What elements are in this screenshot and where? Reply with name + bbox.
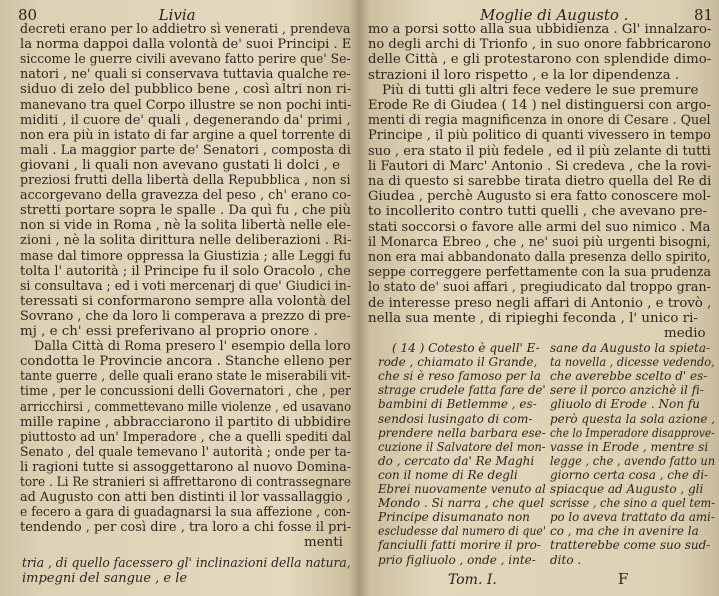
text-line: condotta le Provincie ancora . Stanche elleno per <box>20 354 352 370</box>
text-line: manevano tra quel Corpo illustre se non pochi inti- <box>20 97 352 113</box>
text-line: mille rapine , abbracciarono il partito di ubbidire <box>20 414 351 430</box>
footnote-line: Principe disumanato non <box>378 510 530 525</box>
footnote-line: però questa la sola azione , <box>550 411 716 426</box>
text-line: de interesse preso negli affari di Antonio , e trovò , <box>368 295 712 311</box>
footnote-line: prendere nella barbara ese- <box>378 425 546 440</box>
text-line: Dalla Città di Roma presero l' esempio della loro <box>34 339 351 355</box>
text-line: la norma dappoi dalla volontà de' suoi Principi . E <box>20 37 352 53</box>
footnote-line: legge , che , avendo fatto un <box>550 453 716 468</box>
footnote-line: dito . <box>550 552 582 567</box>
text-line: mase dal timore oppressa la Giustizia ; alle Leggi fu <box>20 248 352 264</box>
footnote-line: Ebrei nuovamente venuto al <box>378 482 546 496</box>
text-line: tendendo , per così dire , tra loro a chi fosse il pri- <box>20 520 352 536</box>
footnote-line: scrisse , che sino a quel tem- <box>550 496 716 511</box>
footnote-line: po lo aveva trattato da ami- <box>550 510 715 525</box>
text-line: to incollerito contro tutti quelli , che avevano pre- <box>368 204 708 220</box>
text-line: no degli archi di Trionfo , in suo onore fabbricarono <box>368 37 711 53</box>
footnote-line: Mondo . Si narra , che quel <box>378 496 545 511</box>
text-line: menti <box>304 535 343 551</box>
footnote-line: giorno certa cosa , che di- <box>550 467 709 482</box>
signature-text: Tom. I. <box>448 572 497 588</box>
text-line: menti di regia magnificenza in onore di Cesare . Quel <box>368 113 711 129</box>
text-line: siccome le guerre civili avevano fatto perire que' Se- <box>20 52 351 68</box>
right-page <box>360 0 719 596</box>
text-line: mali . La maggior parte de' Senatori , composta di <box>20 142 351 158</box>
text-line: teressati si conformarono sempre alla volontà del <box>20 293 351 309</box>
footnote-line: vasse in Erode , mentre si <box>550 439 709 454</box>
footnote-line: strage crudele fatta fare de' <box>378 383 546 398</box>
footnote-line: sere il porco anzichè il fi- <box>550 383 704 398</box>
text-line: strazioni il loro rispetto , e la lor dipendenza . <box>368 67 680 83</box>
text-line: arricchirsi , commettevano mille violenze , ed usavano <box>20 399 352 415</box>
text-line: ad Augusto con atti ben distinti il lor vassallaggio , <box>20 490 351 506</box>
text-line: accorgevano della gravezza del peso , ch' erano co- <box>20 188 352 204</box>
text-line: si consultava ; ed i voti mercenarj di que' Giudici in- <box>20 278 352 294</box>
text-line: mo a porsi sotto alla sua ubbidienza . Gl' innalzaro- <box>368 22 712 37</box>
text-line: non era mai abbandonato dalla presenza dello spirito, <box>368 250 711 265</box>
footnote-line: sendosi lusingato di com- <box>378 411 533 426</box>
text-line: non si vide in Roma , nè la solita libertà nelle ele- <box>20 218 351 234</box>
text-line: natori , ne' quali si conservava tuttavia qualche re- <box>20 67 351 83</box>
text-line: Più di tutti gli altri fece vedere le sue premure <box>382 82 699 98</box>
footnote-line: prio figliuolo , onde , inte- <box>378 552 536 567</box>
footnote-line: che si è reso famoso per la <box>378 369 541 384</box>
text-line: Erode Re di Giudea ( 14 ) nel distinguersi con argo- <box>368 98 711 113</box>
left-page <box>0 0 359 596</box>
page-number: 80 <box>18 6 38 24</box>
text-line: il Monarca Ebreo , che , ne' suoi più urgenti bisogni, <box>368 234 711 250</box>
footnote-line: che lo Imperadore disapprove- <box>550 425 715 440</box>
catchword-line: impegni del sangue , e le <box>22 571 188 586</box>
footnote-line: che averebbe scelto d' es- <box>550 369 708 384</box>
text-line: Sovrano , che da loro li comperava a prezzo di pre- <box>20 308 351 324</box>
footnote-line: ta novella , dicesse vedendo, <box>550 355 715 370</box>
footnote-line: ( 14 ) Cotesto è quell' E- <box>392 341 540 355</box>
text-line: Principe , il più politico di quanti vivessero in tempo <box>368 128 711 144</box>
text-line: tante guerre , delle quali erano state le miserabili vit- <box>20 369 351 385</box>
footnote-line: con il nome di Re degli <box>378 467 518 482</box>
text-line: e fecero a gara di guadagnarsi la sua affezione , con- <box>20 505 351 521</box>
text-line: piuttosto ad un' Imperadore , che a quelli spediti dal <box>20 429 352 445</box>
footnote-line: gliuolo di Erode . Non fu <box>550 397 700 412</box>
footnote-line: do , cercato da' Re Maghi <box>378 453 535 468</box>
text-line: stretti portare sopra le spalle . Da quì fu , che più <box>20 203 351 219</box>
text-line: suo , era stato il più fedele , ed il più zelante di tutti <box>368 143 711 159</box>
text-line: na di questo si sarebbe tirata dietro quella del Re di <box>368 174 712 189</box>
text-line: giovani , li quali non avevano gustati li dolci , e <box>20 157 341 173</box>
text-line: siduo di zelo del pubblico bene , così altri non ri- <box>20 82 352 98</box>
text-line: tolta l' autorità ; il Principe fu il solo Oracolo , che <box>20 263 351 279</box>
catchword-line: tria , di quello facessero gl' inclinazioni della natura, <box>22 556 351 571</box>
footnote-line: co , ma che in avenire la <box>550 524 699 539</box>
text-line: li ragioni tutte si assoggettarono al nuovo Domina- <box>20 459 352 475</box>
text-line: seppe correggere perfettamente con la sua prudenza <box>368 265 712 281</box>
footnote-line: fanciulli fatti morire il pro- <box>378 538 541 553</box>
text-line: stati soccorsi o favore alle armi del suo nimico . Ma <box>368 219 711 235</box>
text-line: Giudea , perchè Augusto si era fatto conoscere mol- <box>368 189 711 205</box>
text-line: decreti erano per lo addietro sì venerati , prendeva <box>20 22 351 37</box>
footnote-line: tratterebbe come suo sud- <box>550 538 711 553</box>
text-line: non era più in istato di far argine a quel torrente di <box>20 127 351 143</box>
text-line: mj , e ch' essi preferivano al proprio onore . <box>20 324 318 339</box>
text-line: zioni , nè la solita dirittura nelle deliberazioni . Ri- <box>20 233 352 249</box>
footnote-line: escludesse dal numero di que' <box>378 524 546 539</box>
signature-mark: F <box>618 570 629 588</box>
footnote-line: sane da Augusto la spieta- <box>550 341 711 355</box>
text-line: lo stato de' suoi affari , pregiudicato dal troppo gran- <box>368 280 711 296</box>
text-line: li Fautori di Marc' Antonio . Si credeva , che la rovi- <box>368 158 712 174</box>
running-head: Moglie di Augusto . <box>480 6 629 24</box>
footnote-line: bambini di Betlemme , es- <box>378 397 537 412</box>
text-line: preziosi frutti della libertà della Repubblica , non si <box>20 173 351 188</box>
running-head: Livia <box>158 6 196 24</box>
footnote-line: cuzione il Salvatore del mon- <box>378 439 546 454</box>
text-line: Senato , del quale temevano l' autorità ; onde per ta- <box>20 444 351 460</box>
text-line: miditi , il cuore de' quali , degenerando da' primi , <box>20 112 351 128</box>
text-line: medio <box>664 326 706 341</box>
text-line: time , per le concussioni delli Governatori , che , per <box>20 384 351 400</box>
footnote-line: spiacque ad Augusto , gli <box>550 482 704 496</box>
text-line: nella sua mente , di ripieghi feconda , l' unico ri- <box>368 310 698 326</box>
page-number: 81 <box>694 6 714 24</box>
text-line: tore . Li Re stranieri si affrettarono di contrassegnare <box>20 475 352 490</box>
text-line: delle Città , e gli protestarono con splendide dimo- <box>368 52 712 68</box>
footnote-line: rode , chiamato il Grande, <box>378 355 538 370</box>
